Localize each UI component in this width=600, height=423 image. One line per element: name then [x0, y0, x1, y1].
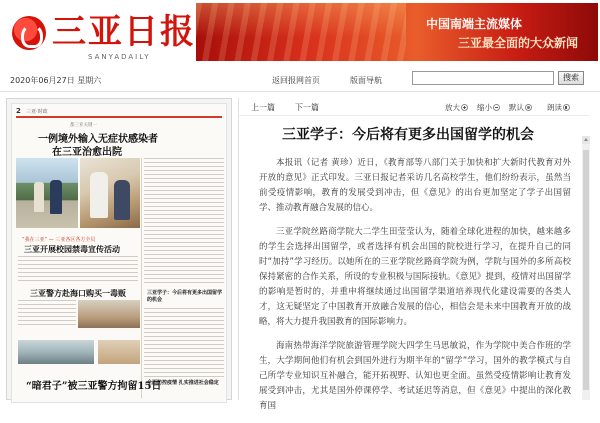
article-paragraph: 本报讯（记者 黄珍）近日，《教育部等八部门关于加快和扩大新时代教育对外开放的意见》正式印发。三亚日报记者采访几名高校学生，他们纷纷表示，虽然当前受疫情影响，教育的发展受到冲击，但《意见》的出台更加坚定了学子出国留学、推动教育融合发展的信心。 [259, 158, 571, 213]
site-logo[interactable] [6, 6, 196, 62]
default-size-icon [525, 104, 532, 111]
thumb-text-block-2 [144, 308, 224, 378]
thumb-side-title-2[interactable]: 全面防控疫情 扎实推进社会稳定 [147, 380, 219, 386]
page-number: 2 [16, 107, 21, 115]
thumb-photo-5 [98, 340, 140, 364]
thumb-photo-4 [18, 340, 94, 364]
banner-slogan-1: 中国南端主流媒体 [426, 17, 523, 31]
speaker-icon [563, 104, 570, 111]
thumb-photo-3 [78, 300, 140, 328]
banner-decoration [196, 3, 406, 61]
zoom-in-label: 放大 [445, 103, 460, 112]
article-body [259, 156, 571, 423]
next-article-link[interactable]: 下一篇 [295, 103, 319, 112]
prev-article-link[interactable]: 上一篇 [251, 103, 275, 112]
thumb-headline-2[interactable]: 三亚开展校园禁毒宣传活动 [24, 244, 120, 254]
thumb-headline-1b[interactable]: 在三亚治愈出院 [52, 147, 122, 158]
thumb-headline-3[interactable]: 三亚警方赴海口购买一毒贩 [30, 288, 126, 298]
layout-nav-link[interactable]: 版面导航 [350, 76, 382, 85]
current-date: 2020年06月27日 星期六 [10, 76, 102, 85]
scrollbar-thumb[interactable] [583, 150, 589, 390]
article-title: 三亚学子：今后将有更多出国留学的机会 [282, 127, 534, 143]
nav-bar [0, 66, 600, 92]
zoom-out-icon [493, 104, 500, 111]
thumb-kicker: 都三亚关键一 [70, 123, 97, 128]
search-input[interactable] [412, 71, 554, 85]
thumb-text-block [144, 158, 224, 284]
zoom-out-label: 缩小 [477, 103, 492, 112]
newspaper-page-image[interactable] [11, 103, 227, 403]
zoom-out-control[interactable] [477, 102, 500, 113]
article-toolbar [239, 98, 589, 116]
header-banner [196, 3, 598, 61]
default-size-control[interactable] [509, 102, 532, 113]
banner-slogan-2: 三亚最全面的大众新闻 [458, 36, 579, 50]
article-paragraph: 海南热带海洋学院旅游管理学院大四学生马思敏说，作为学院中美合作班的学生，大学期间他们有机会到国外进行为期半年的“留学”学习，国外的教学模式与自己所学专业知识互补融合，能开拓视野、认知也更全面。虽然受疫情影响让教育发展受到冲击，尤其是国外停课停学、考试延迟等消息，但《意见》中提出的深化教育国 [259, 341, 571, 411]
page-thumbnail-panel [6, 98, 232, 400]
read-aloud-label: 朗读 [547, 103, 562, 112]
scroll-up-arrow[interactable] [582, 136, 590, 144]
thumb-headline-1a[interactable]: 一例境外输入无症状感染者 [38, 134, 158, 145]
search-button[interactable]: 搜索 [558, 71, 584, 85]
article-panel [238, 98, 588, 411]
thumb-body-text [18, 300, 76, 328]
thumb-photo-2 [80, 158, 140, 228]
back-home-link[interactable]: 返回报网首页 [272, 76, 320, 85]
thumb-side-title-1[interactable]: 三亚学子：今后将有更多出国留学的机会 [147, 290, 223, 303]
logo-emblem-icon [12, 16, 46, 50]
thumb-photo-1 [16, 158, 78, 228]
logo-pinyin: SANYADAILY [88, 53, 151, 61]
logo-text: 三亚日报 [52, 12, 196, 52]
thumb-section-label: “我在三亚” — 三亚各区各方全员 [22, 237, 96, 243]
read-aloud-control[interactable] [547, 102, 570, 113]
page-section: 三亚·时政 [26, 109, 48, 115]
column-divider [141, 158, 142, 398]
default-size-label: 默认 [509, 103, 524, 112]
thumb-body-text [18, 256, 138, 284]
zoom-in-control[interactable] [445, 102, 468, 113]
article-paragraph: 三亚学院丝路商学院大二学生田莹莹认为，随着全球化进程的加快，越来越多的学生会选择出国留学，或者选择有机会出国的院校进行学习，在提升自己的同时“加持”学习经历。以她所在的三亚学院丝路商学院为例，学院与国外的多所高校保持紧密的合作关系，所设的专业积极与国际接轨。《意见》提到，疫情对出国留学的影响是暂时的，并重申将继续通过出国留学渠道培养现代化建设需要的各类人才，这无疑坚定了中国教育开放融合发展的信心，相信会是未来中国教育开放的战略，将大力提升我国教育的国际影响力。 [259, 227, 571, 327]
zoom-in-icon [461, 104, 468, 111]
thumb-headline-5[interactable]: “暗君子”被三亚警方拘留15日 [26, 381, 162, 392]
masthead [0, 0, 600, 66]
